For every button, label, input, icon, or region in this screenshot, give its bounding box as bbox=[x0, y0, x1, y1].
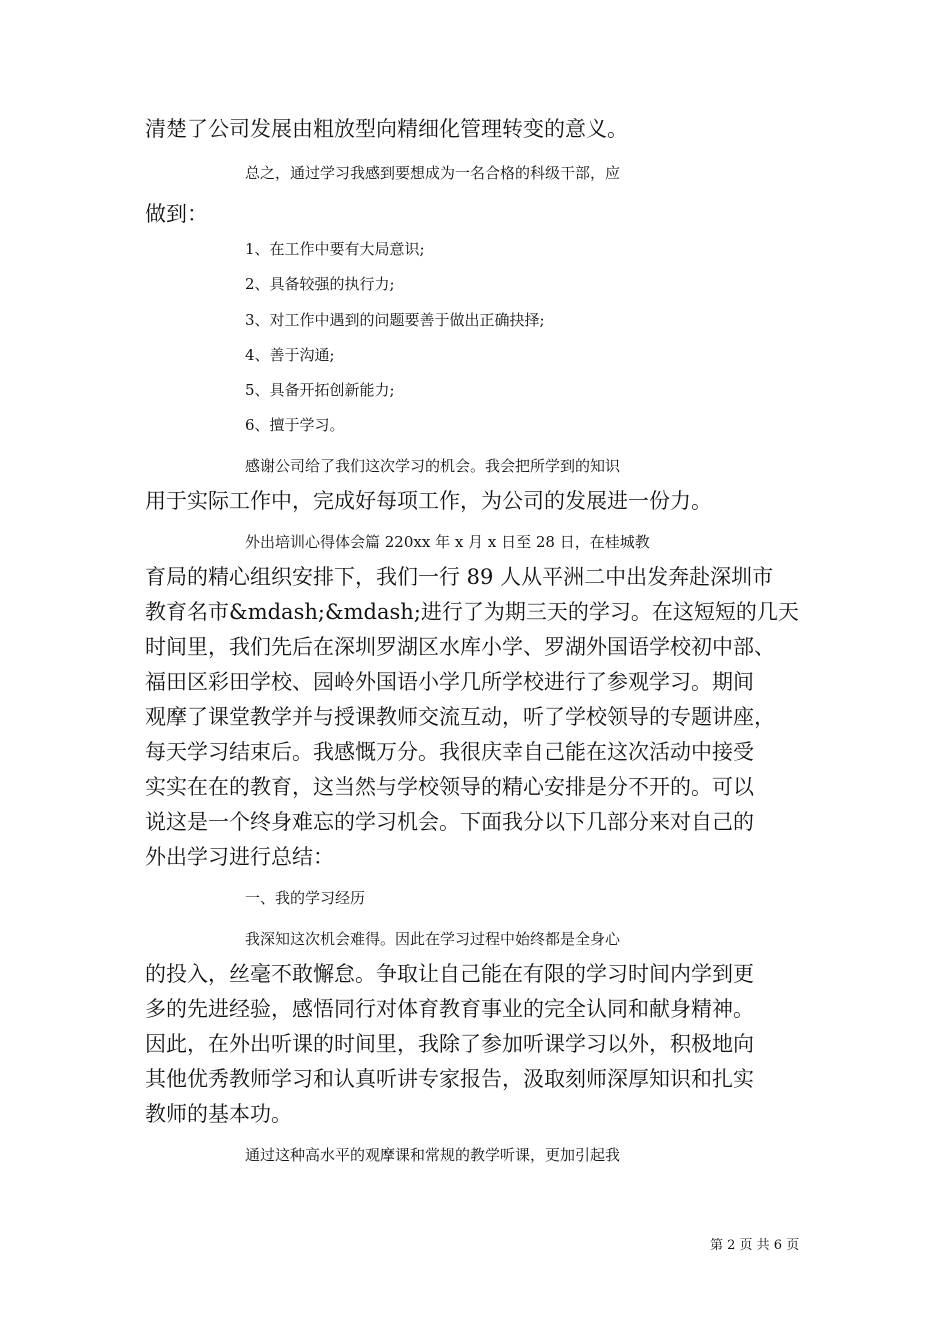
text-line: 因此，在外出听课的时间里，我除了参加听课学习以外，积极地向 bbox=[145, 1032, 754, 1056]
list-item: 2、具备较强的执行力; bbox=[245, 275, 395, 293]
list-item: 3、对工作中遇到的问题要善于做出正确抉择; bbox=[245, 311, 545, 329]
list-item: 1、在工作中要有大局意识; bbox=[245, 240, 425, 258]
text-line: 教师的基本功。 bbox=[145, 1102, 292, 1126]
text-line: 清楚了公司发展由粗放型向精细化管理转变的意义。 bbox=[145, 117, 628, 141]
text-line: 育局的精心组织安排下，我们一行 89 人从平洲二中出发奔赴深圳市 bbox=[145, 565, 774, 589]
section-heading: 一、我的学习经历 bbox=[245, 889, 366, 907]
text-line: 我深知这次机会难得。因此在学习过程中始终都是全身心 bbox=[245, 930, 621, 948]
text-line: 观摩了课堂教学并与授课教师交流互动，听了学校领导的专题讲座， bbox=[145, 705, 775, 729]
text-line: 的投入，丝毫不敢懈怠。争取让自己能在有限的学习时间内学到更 bbox=[145, 962, 754, 986]
text-line: 感谢公司给了我们这次学习的机会。我会把所学到的知识 bbox=[245, 457, 621, 475]
text-line: 多的先进经验，感悟同行对体育教育事业的完全认同和献身精神。 bbox=[145, 997, 754, 1021]
text-line: 外出学习进行总结： bbox=[145, 845, 334, 869]
text-line: 其他优秀教师学习和认真听讲专家报告，汲取刻师深厚知识和扎实 bbox=[145, 1067, 754, 1091]
text-line: 时间里，我们先后在深圳罗湖区水库小学、罗湖外国语学校初中部、 bbox=[145, 635, 775, 659]
text-line: 说这是一个终身难忘的学习机会。下面我分以下几部分来对自己的 bbox=[145, 810, 754, 834]
list-item: 5、具备开拓创新能力; bbox=[245, 381, 395, 399]
text-line: 做到： bbox=[145, 202, 208, 226]
text-line: 用于实际工作中，完成好每项工作，为公司的发展进一份力。 bbox=[145, 489, 712, 513]
text-line: 福田区彩田学校、园岭外国语小学几所学校进行了参观学习。期间 bbox=[145, 670, 754, 694]
text-line: 实实在在的教育，这当然与学校领导的精心安排是分不开的。可以 bbox=[145, 775, 754, 799]
text-line: 总之，通过学习我感到要想成为一名合格的科级干部，应 bbox=[245, 164, 621, 182]
text-line: 每天学习结束后。我感慨万分。我很庆幸自己能在这次活动中接受 bbox=[145, 740, 754, 764]
text-line: 教育名市&mdash;&mdash;进行了为期三天的学习。在这短短的几天 bbox=[145, 600, 799, 624]
page-number: 第 2 页 共 6 页 bbox=[710, 1238, 800, 1253]
text-line: 外出培训心得体会篇 220xx 年 x 月 x 日至 28 日，在桂城教 bbox=[245, 533, 650, 551]
list-item: 4、善于沟通; bbox=[245, 346, 335, 364]
text-line: 通过这种高水平的观摩课和常规的教学听课，更加引起我 bbox=[245, 1146, 621, 1164]
list-item: 6、擅于学习。 bbox=[245, 416, 345, 434]
